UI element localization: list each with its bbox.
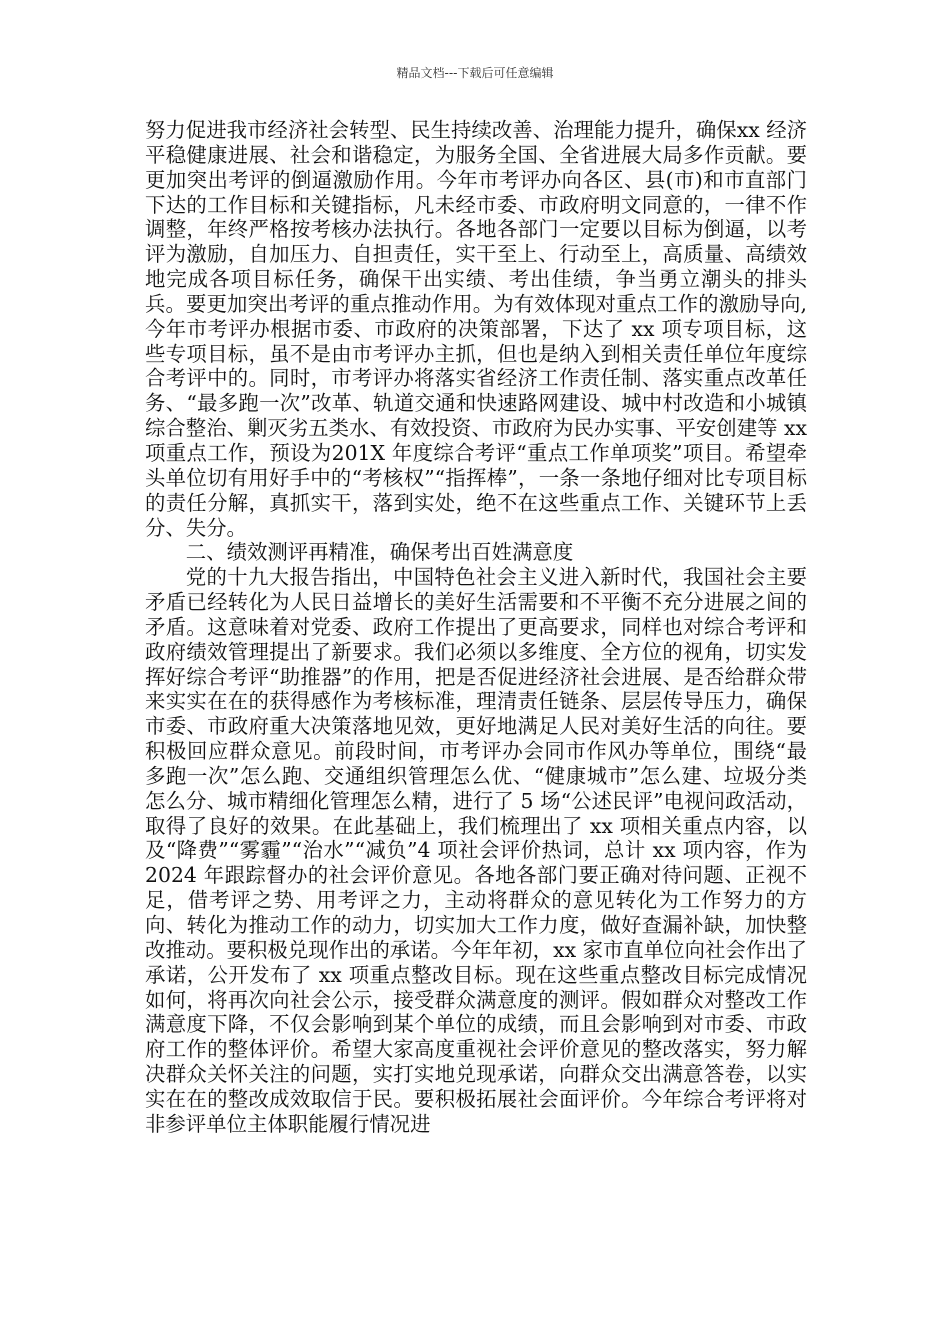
page-header: 精品文档---下载后可任意编辑: [396, 66, 554, 80]
document-body: [145, 118, 807, 1137]
section-heading: 二、绩效测评再精准，确保考出百姓满意度: [185, 540, 574, 565]
paragraph-continuation: 努力促进我市经济社会转型、民生持续改善、治理能力提升，确保xx 经济平稳健康进展、社会和谐稳定，为服务全国、全省进展大局多作贡献。要更加突出考评的倒逼激励作用。今年市考评办向各区、县(市)和市直部门下达的工作目标和关键指标，凡未经市委、市政府明文同意的，一律不作调整，年终严格按考核办法执行。各地各部门一定要以目标为倒逼，以考评为激励，自加压力、自担责任，实干至上、行动至上，高质量、高绩效地完成各项目标任务，确保干出实绩、考出佳绩，争当勇立潮头的排头兵。要更加突出考评的重点推动作用。为有效体现对重点工作的激励导向,今年市考评办根据市委、市政府的决策部署，下达了 xx 项专项目标，这些专项目标，虽不是由市考评办主抓，但也是纳入到相关责任单位年度综合考评中的。同时，市考评办将落实省经济工作责任制、落实重点改革任务、“最多跑一次”改革、轨道交通和快速路网建设、城中村改造和小城镇综合整治、剿灭劣五类水、有效投资、市政府为民办实事、平安创建等 xx 项重点工作，预设为201X 年度综合考评“重点工作单项奖”项目。希望牵头单位切有用好手中的“考核权”“指挥棒”，一条一条地仔细对比专项目标的责任分解，真抓实干，落到实处，绝不在这些重点工作、关键环节上丢分、失分。: [145, 118, 807, 540]
paragraph-main: 党的十九大报告指出，中国特色社会主义进入新时代，我国社会主要矛盾已经转化为人民日益增长的美好生活需要和不平衡不充分进展之间的矛盾。这意味着对党委、政府工作提出了更高要求，同样也对综合考评和政府绩效管理提出了新要求。我们必须以多维度、全方位的视角，切实发挥好综合考评“助推器”的作用，把是否促进经济社会进展、是否给群众带来实实在在的获得感作为考核标准，理清责任链条、层层传导压力，确保市委、市政府重大决策落地见效，更好地满足人民对美好生活的向往。要积极回应群众意见。前段时间，市考评办会同市作风办等单位，围绕“最多跑一次”怎么跑、交通组织管理怎么优、“健康城市”怎么建、垃圾分类怎么分、城市精细化管理怎么精，进行了 5 场“公述民评”电视问政活动，取得了良好的效果。在此基础上，我们梳理出了 xx 项相关重点内容，以及“降费”“雾霾”“治水”“减负”4 项社会评价热词，总计 xx 项内容，作为 2024 年跟踪督办的社会评价意见。各地各部门要正确对待问题、正视不足，借考评之势、用考评之力，主动将群众的意见转化为工作努力的方向、转化为推动工作的动力，切实加大工作力度，做好查漏补缺，加快整改推动。要积极兑现作出的承诺。今年年初，xx 家市直单位向社会作出了承诺，公开发布了 xx 项重点整改目标。现在这些重点整改目标完成情况如何，将再次向社会公示，接受群众满意度的测评。假如群众对整改工作满意度下降，不仅会影响到某个单位的成绩，而且会影响到对市委、市政府工作的整体评价。希望大家高度重视社会评价意见的整改落实，努力解决群众关怀关注的问题，实打实地兑现承诺，向群众交出满意答卷，以实实在在的整改成效取信于民。要积极拓展社会面评价。今年综合考评将对非参评单位主体职能履行情况进: [145, 565, 807, 1136]
